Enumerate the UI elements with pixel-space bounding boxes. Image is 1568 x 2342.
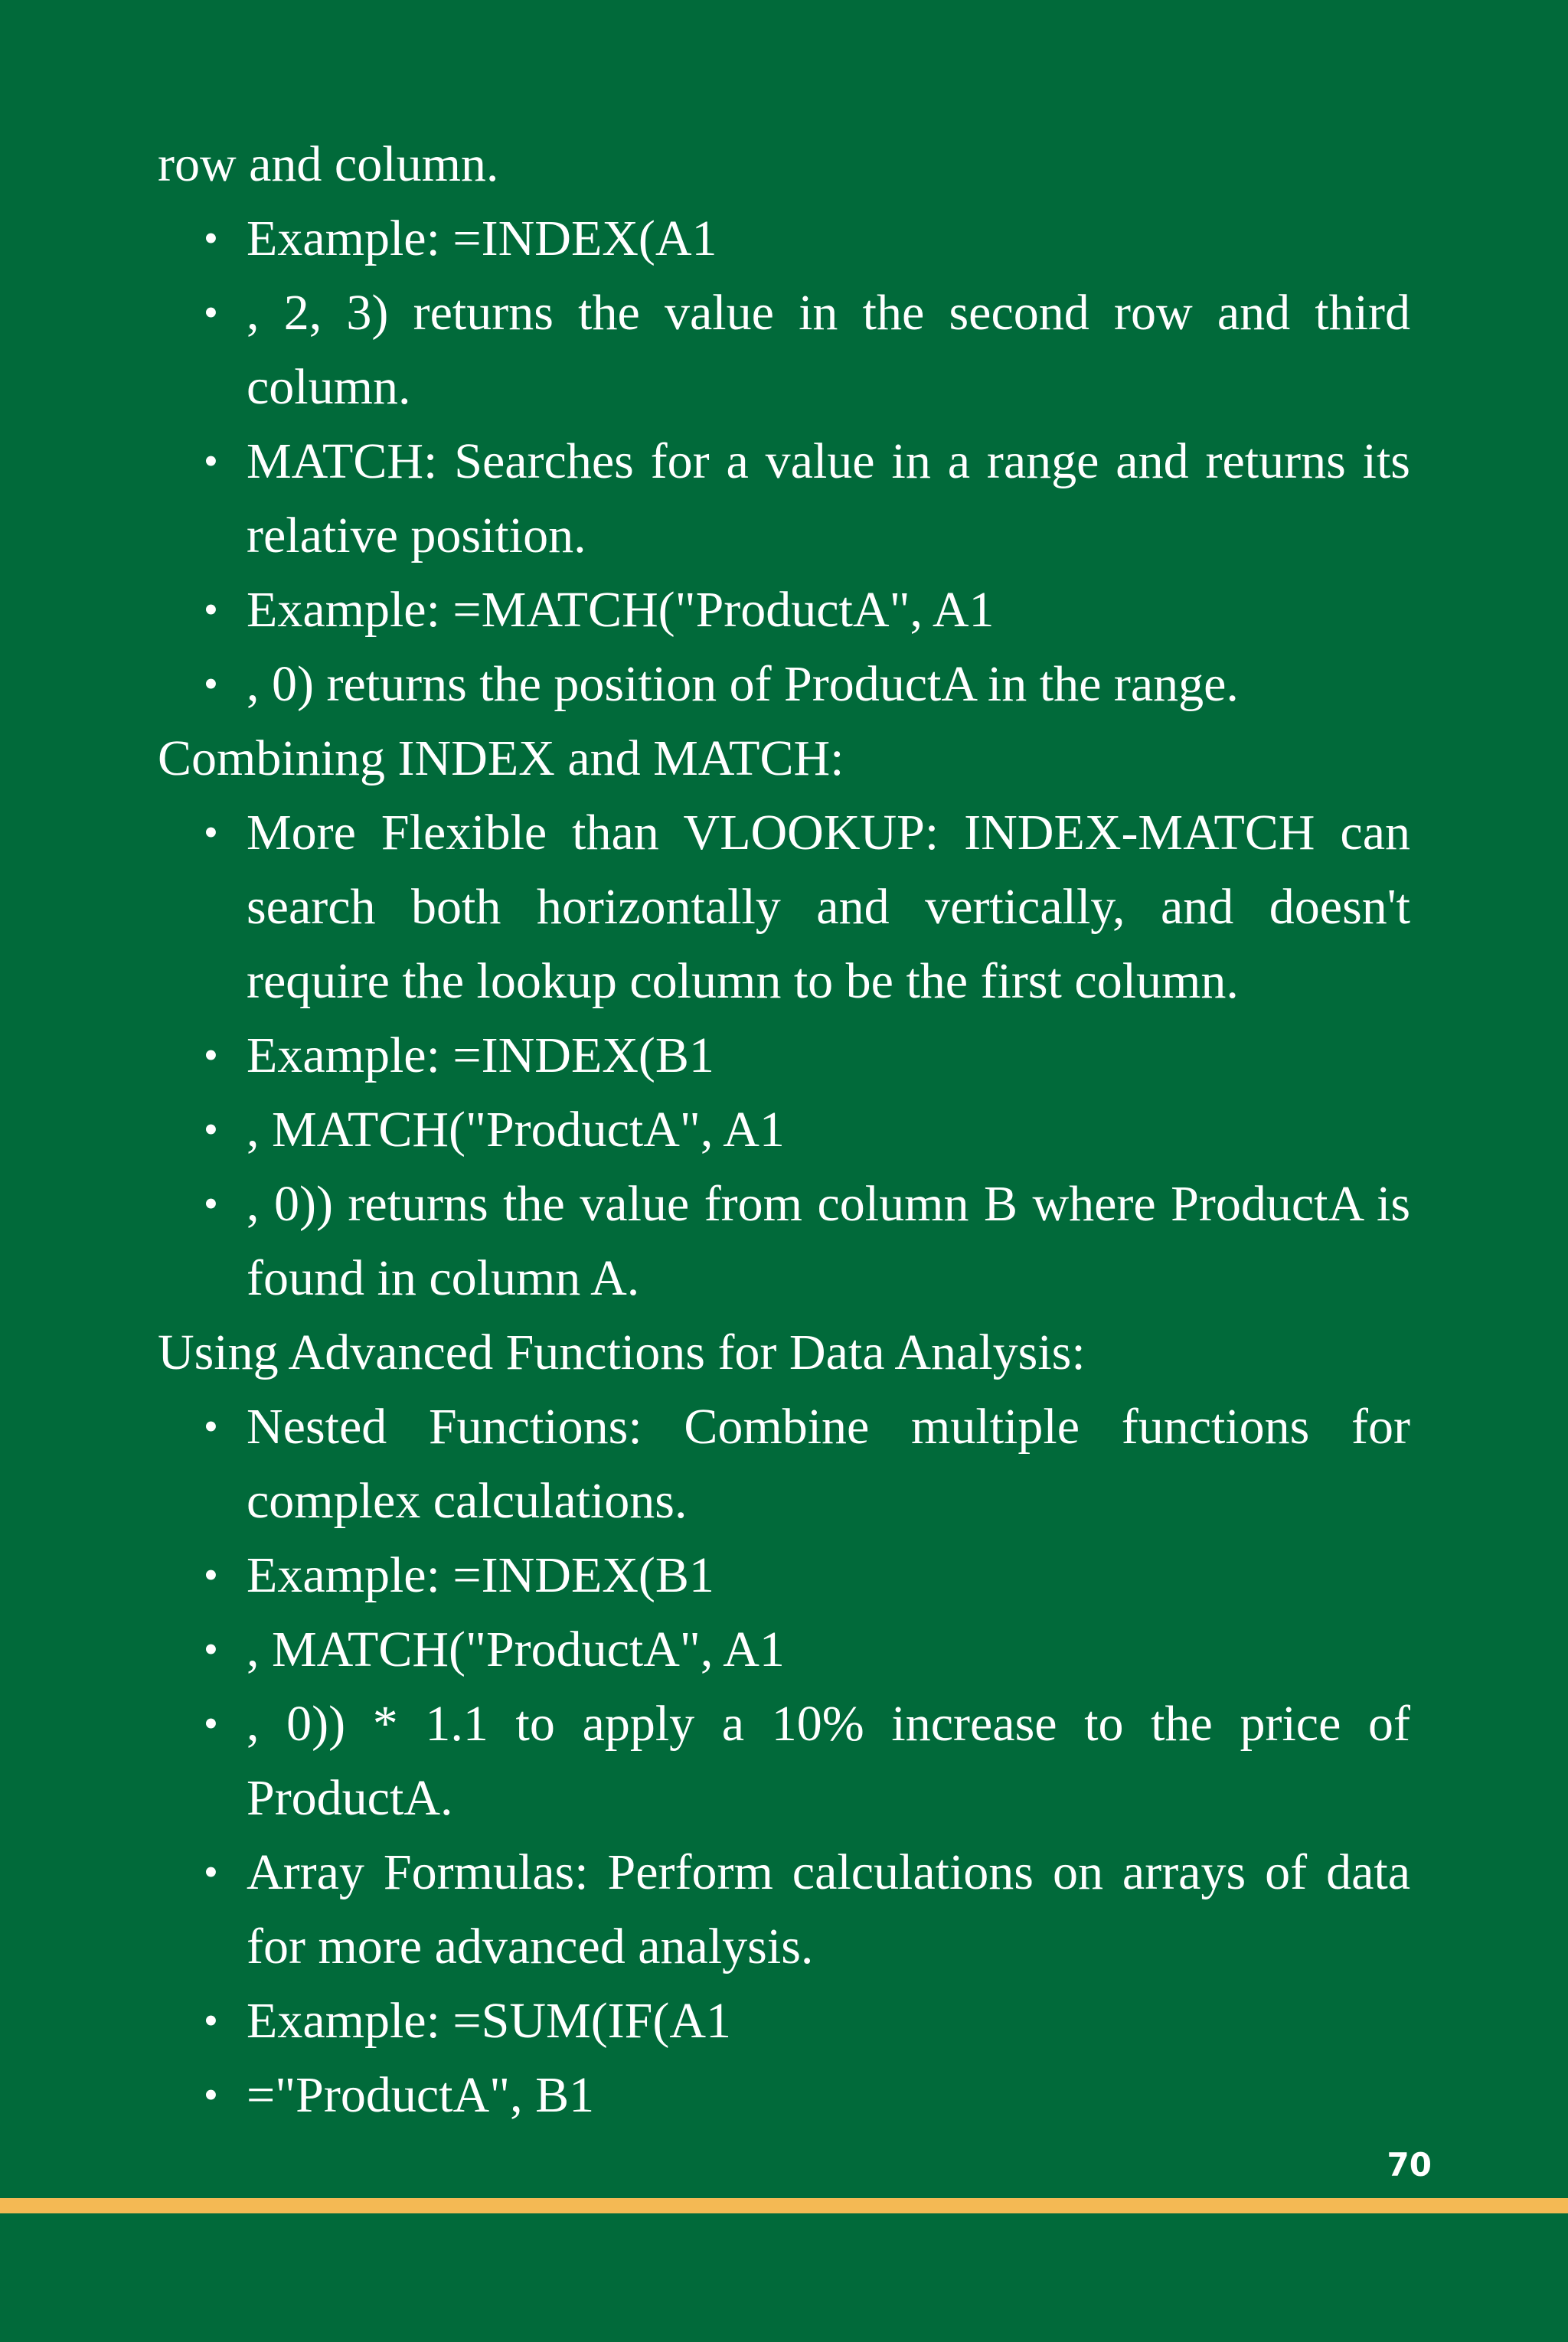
bullet-icon: • [204,1626,218,1672]
index-match-list [158,201,1410,721]
bullet-icon: • [204,1181,218,1227]
list-item-text: Nested Functions: Combine multiple functions for complex calculations. [247,1399,1410,1529]
list-item [158,795,1410,1018]
list-item-text: ="ProductA", B1 [247,2067,595,2123]
list-item-text: Example: =INDEX(B1 [247,1547,714,1603]
list-item-text: More Flexible than VLOOKUP: INDEX-MATCH can search both horizontally and vertically, and doesn't require the lookup column to be the first column. [247,805,1410,1009]
bullet-icon: • [204,1106,218,1152]
list-item [158,1612,1410,1687]
list-item-text: , MATCH("ProductA", A1 [247,1622,785,1677]
list-item-text: , 2, 3) returns the value in the second row and third column. [247,285,1410,415]
list-item [158,201,1410,276]
bullet-icon: • [204,661,218,707]
bullet-icon: • [204,1849,218,1895]
bullet-icon: • [204,2072,218,2118]
list-item [158,1538,1410,1612]
bullet-icon: • [204,215,218,261]
combining-list [158,795,1410,1315]
list-item [158,573,1410,647]
list-item-text: Example: =INDEX(A1 [247,211,717,266]
section-heading-combining: Combining INDEX and MATCH: [158,730,844,786]
bullet-icon: • [204,586,218,632]
list-item-text: , MATCH("ProductA", A1 [247,1102,785,1158]
list-item-text: , 0)) returns the value from column B where ProductA is found in column A. [247,1176,1410,1306]
list-item [158,2058,1410,2132]
page-body [158,127,1410,2132]
list-item [158,647,1410,721]
section-heading-advanced: Using Advanced Functions for Data Analysis: [158,1325,1086,1380]
list-item [158,424,1410,573]
list-item-text: MATCH: Searches for a value in a range and returns its relative position. [247,433,1410,563]
advanced-functions-list [158,1390,1410,2132]
bullet-icon: • [204,289,218,335]
bullet-icon: • [204,438,218,484]
bullet-icon: • [204,1032,218,1078]
bullet-icon: • [204,809,218,855]
list-item [158,1018,1410,1093]
list-item-text: Example: =INDEX(B1 [247,1027,714,1083]
list-item-text: , 0)) * 1.1 to apply a 10% increase to the price of ProductA. [247,1696,1410,1826]
bullet-icon: • [204,1997,218,2043]
list-item [158,1687,1410,1835]
list-item-text: Example: =MATCH("ProductA", A1 [247,582,995,638]
bullet-icon: • [204,1700,218,1746]
list-item-text: , 0) returns the position of ProductA in the range. [247,656,1239,712]
list-item [158,1835,1410,1984]
list-item [158,276,1410,424]
list-item [158,1984,1410,2058]
list-item [158,1093,1410,1167]
bullet-icon: • [204,1403,218,1449]
list-item-text: Array Formulas: Perform calculations on arrays of data for more advanced analysis. [247,1844,1410,1975]
list-item-text: Example: =SUM(IF(A1 [247,1993,731,2049]
intro-paragraph: row and column. [158,136,499,192]
list-item [158,1167,1410,1315]
list-item [158,1390,1410,1538]
bullet-icon: • [204,1552,218,1598]
page-number: 70 [1387,2146,1432,2184]
footer-accent-bar [0,2198,1568,2213]
